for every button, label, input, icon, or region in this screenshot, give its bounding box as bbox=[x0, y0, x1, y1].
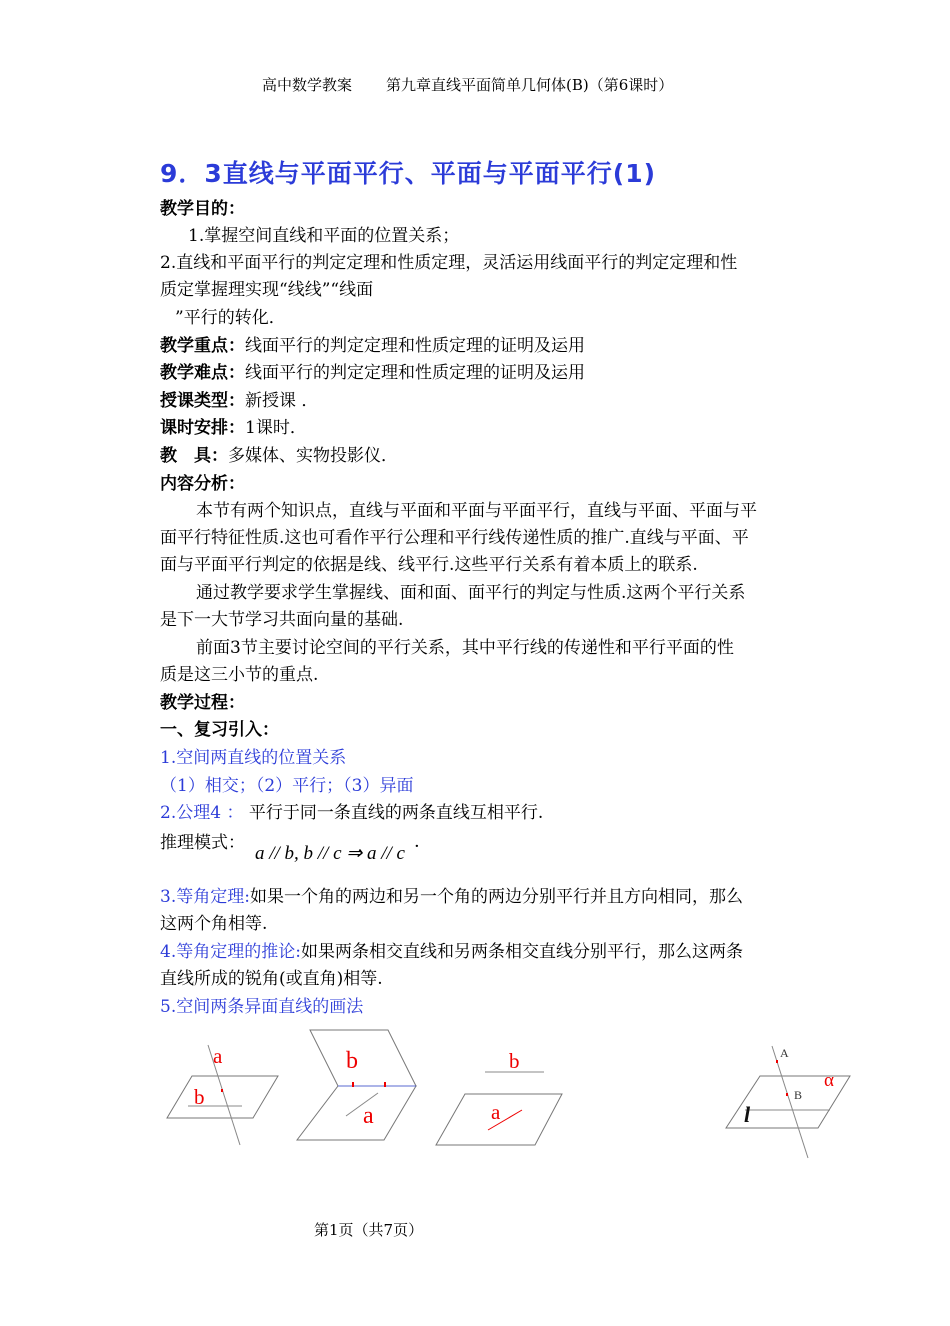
analysis-p1-line-3: 面与平面平行判定的依据是线、线平行.这些平行关系有着本质上的联系. bbox=[160, 555, 698, 575]
objective-item-2-line-3: ”平行的转化． bbox=[175, 308, 286, 328]
review-item-2-text: 平行于同一条直线的两条直线互相平行. bbox=[248, 803, 544, 823]
fig2-lower-plane bbox=[297, 1086, 416, 1140]
process-label: 教学过程： bbox=[160, 693, 245, 713]
fig2-point-2 bbox=[384, 1082, 386, 1087]
formula-dot: · bbox=[414, 836, 420, 857]
page-footer: 第1页（共7页） bbox=[314, 1221, 424, 1239]
schedule-text: 1课时． bbox=[245, 418, 307, 438]
difficulties-row bbox=[160, 360, 585, 387]
review-item-3-label: 3.等角定理: bbox=[160, 887, 250, 907]
review-item-4-row bbox=[160, 939, 743, 966]
analysis-p2-line-2: 是下一大节学习共面向量的基础. bbox=[160, 610, 404, 630]
fig4-point-A bbox=[776, 1060, 778, 1063]
objective-item-1: 1.掌握空间直线和平面的位置关系； bbox=[188, 226, 460, 246]
fig1-point bbox=[221, 1089, 223, 1092]
fig4-point-B bbox=[786, 1093, 788, 1096]
reasoning-label: 推理模式： bbox=[160, 833, 245, 853]
fig3-label-a: a bbox=[491, 1100, 501, 1124]
review-item-4-line-1: 如果两条相交直线和另两条相交直线分别平行，那么这两条 bbox=[300, 942, 743, 962]
review-item-3-row bbox=[160, 884, 743, 911]
tools-text: 多媒体、实物投影仪． bbox=[228, 446, 398, 466]
fig4-label-B: B bbox=[794, 1088, 803, 1102]
fig2-label-a: a bbox=[363, 1103, 374, 1129]
difficulties-text: 线面平行的判定定理和性质定理的证明及运用 bbox=[245, 363, 585, 383]
schedule-label: 课时安排： bbox=[160, 418, 245, 438]
analysis-label: 内容分析： bbox=[160, 474, 245, 494]
objectives-label: 教学目的： bbox=[160, 199, 245, 219]
objective-item-2-line-2: 质定掌握理实现“线线”“线面 bbox=[160, 280, 374, 300]
review-item-3-line-2: 这两个角相等. bbox=[160, 914, 268, 934]
fig2-point-1 bbox=[352, 1082, 354, 1087]
tools-row bbox=[160, 443, 398, 470]
review-item-2-row bbox=[160, 800, 543, 827]
key-points-row bbox=[160, 333, 585, 360]
fig1-plane bbox=[167, 1076, 278, 1118]
tools-label: 教 具： bbox=[160, 446, 228, 466]
lesson-type-label: 授课类型： bbox=[160, 391, 245, 411]
objective-item-2-line-1: 2.直线和平面平行的判定定理和性质定理，灵活运用线面平行的判定定理和性 bbox=[160, 253, 738, 273]
analysis-p1-line-1: 本节有两个知识点，直线与平面和平面与平面平行，直线与平面、平面与平 bbox=[196, 501, 757, 521]
header-left: 高中数学教案 bbox=[262, 76, 353, 94]
review-item-3-line-1: 如果一个角的两边和另一个角的两边分别平行并且方向相同，那么 bbox=[249, 887, 743, 907]
analysis-p1-line-2: 面平行特征性质.这也可看作平行公理和平行线传递性质的推广.直线与平面、平 bbox=[160, 528, 749, 548]
review-item-2-label: 2.公理4 ： bbox=[160, 803, 244, 823]
difficulties-label: 教学难点： bbox=[160, 363, 245, 383]
analysis-p2-line-1: 通过教学要求学生掌握线、面和面、面平行的判定与性质.这两个平行关系 bbox=[196, 583, 746, 603]
fig4-label-A: A bbox=[780, 1046, 789, 1060]
key-points-text: 线面平行的判定定理和性质定理的证明及运用 bbox=[245, 336, 585, 356]
fig2-upper-plane bbox=[310, 1030, 416, 1086]
review-item-4-line-2: 直线所成的锐角(或直角)相等. bbox=[160, 969, 383, 989]
figure-3 bbox=[436, 1049, 562, 1145]
review-item-1: 1.空间两直线的位置关系 bbox=[160, 748, 347, 768]
analysis-p3-line-2: 质是这三小节的重点. bbox=[160, 665, 319, 685]
key-points-label: 教学重点： bbox=[160, 336, 245, 356]
review-item-1-sub: （1）相交；（2）平行；（3）异面 bbox=[160, 776, 414, 796]
fig3-label-b: b bbox=[509, 1049, 520, 1073]
lesson-type-row bbox=[160, 388, 318, 415]
lesson-type-text: 新授课 ． bbox=[245, 391, 319, 411]
analysis-p3-line-1: 前面3节主要讨论空间的平行关系，其中平行线的传递性和平行平面的性 bbox=[196, 638, 734, 658]
figure-2 bbox=[297, 1030, 416, 1140]
page-title: 9．3直线与平面平行、平面与平面平行(1) bbox=[160, 159, 657, 188]
fig2-label-b: b bbox=[346, 1048, 358, 1074]
figure-4 bbox=[726, 1046, 850, 1158]
schedule-row bbox=[160, 415, 307, 442]
review-item-4-label: 4.等角定理的推论: bbox=[160, 942, 301, 962]
header-right: 第九章直线平面简单几何体(B)（第6课时） bbox=[386, 76, 674, 94]
fig1-label-a: a bbox=[213, 1044, 223, 1068]
review-item-5: 5.空间两条异面直线的画法 bbox=[160, 997, 364, 1017]
fig4-label-l: l bbox=[744, 1102, 751, 1127]
figure-1 bbox=[167, 1044, 278, 1145]
skew-lines-figures bbox=[0, 1025, 950, 1170]
reasoning-formula: a // b, b // c ⇒ a // c bbox=[255, 843, 405, 864]
fig1-label-b: b bbox=[194, 1085, 205, 1109]
section-review-heading: 一、复习引入： bbox=[160, 720, 279, 740]
fig4-label-alpha: α bbox=[824, 1070, 834, 1091]
